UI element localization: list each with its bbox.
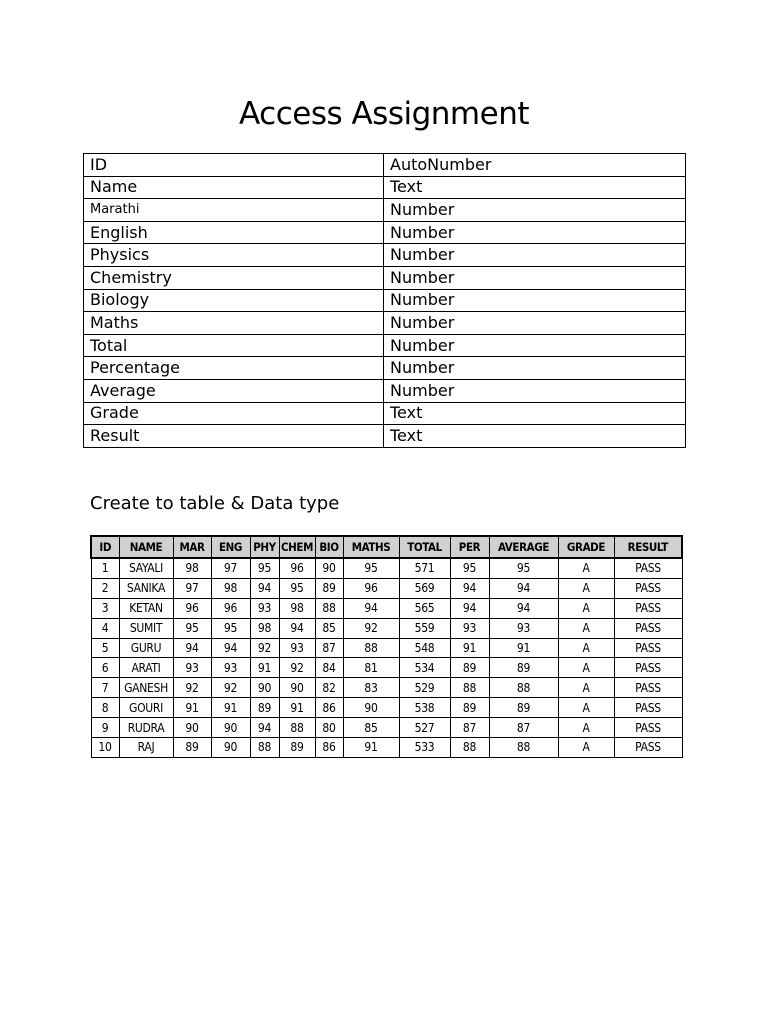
table-cell: SANIKA <box>119 578 173 598</box>
column-header: ID <box>91 536 119 558</box>
field-name: Total <box>84 334 384 357</box>
table-cell: 94 <box>173 638 211 658</box>
table-cell: 98 <box>250 618 279 638</box>
table-cell: RAJ <box>119 738 173 758</box>
table-cell: 95 <box>450 558 489 578</box>
table-row <box>84 402 686 425</box>
table-cell: 94 <box>250 718 279 738</box>
table-cell: 534 <box>399 658 450 678</box>
table-cell: 85 <box>343 718 399 738</box>
table-cell: SAYALI <box>119 558 173 578</box>
table-cell: 565 <box>399 598 450 618</box>
table-cell: 95 <box>173 618 211 638</box>
column-header: PHY <box>250 536 279 558</box>
table-cell: 83 <box>343 678 399 698</box>
table-row <box>91 558 682 578</box>
table-row <box>91 638 682 658</box>
table-cell: 548 <box>399 638 450 658</box>
table-cell: 9 <box>91 718 119 738</box>
table-row <box>84 221 686 244</box>
table-cell: 91 <box>489 638 558 658</box>
table-cell: 81 <box>343 658 399 678</box>
field-type: Number <box>384 266 686 289</box>
column-header: PER <box>450 536 489 558</box>
table-cell: GOURI <box>119 698 173 718</box>
table-cell: 95 <box>211 618 250 638</box>
table-cell: 86 <box>315 698 343 718</box>
table-cell: 96 <box>173 598 211 618</box>
table-cell: 88 <box>450 678 489 698</box>
table-row <box>84 334 686 357</box>
field-name: Marathi <box>84 199 384 222</box>
column-header: GRADE <box>558 536 614 558</box>
column-header: CHEM <box>279 536 315 558</box>
column-header: NAME <box>119 536 173 558</box>
table-cell: PASS <box>614 678 682 698</box>
table-cell: PASS <box>614 598 682 618</box>
table-cell: 94 <box>250 578 279 598</box>
table-cell: 89 <box>489 658 558 678</box>
table-cell: 95 <box>279 578 315 598</box>
table-cell: 86 <box>315 738 343 758</box>
table-cell: 527 <box>399 718 450 738</box>
table-cell: 94 <box>450 598 489 618</box>
table-cell: 88 <box>450 738 489 758</box>
table-cell: 97 <box>173 578 211 598</box>
table-cell: 90 <box>250 678 279 698</box>
table-cell: 89 <box>173 738 211 758</box>
table-row <box>84 379 686 402</box>
field-type: Text <box>384 176 686 199</box>
field-type: Number <box>384 379 686 402</box>
field-type-table <box>83 153 686 448</box>
table-cell: 89 <box>489 698 558 718</box>
table-row <box>84 357 686 380</box>
field-type: Number <box>384 221 686 244</box>
table-cell: 90 <box>315 558 343 578</box>
column-header: MATHS <box>343 536 399 558</box>
field-name: Average <box>84 379 384 402</box>
table-cell: 90 <box>343 698 399 718</box>
field-name: Percentage <box>84 357 384 380</box>
table-cell: 95 <box>250 558 279 578</box>
table-cell: 88 <box>343 638 399 658</box>
table-cell: 5 <box>91 638 119 658</box>
table-cell: 89 <box>279 738 315 758</box>
table-cell: 82 <box>315 678 343 698</box>
field-name: Maths <box>84 312 384 335</box>
table-cell: PASS <box>614 558 682 578</box>
table-cell: 529 <box>399 678 450 698</box>
table-cell: 98 <box>211 578 250 598</box>
table-cell: PASS <box>614 638 682 658</box>
table-cell: 84 <box>315 658 343 678</box>
table-cell: 87 <box>315 638 343 658</box>
field-type: Number <box>384 199 686 222</box>
table-cell: 89 <box>450 658 489 678</box>
table-cell: 92 <box>343 618 399 638</box>
table-cell: 93 <box>211 658 250 678</box>
table-cell: 6 <box>91 658 119 678</box>
table-cell: 91 <box>173 698 211 718</box>
table-cell: 88 <box>489 738 558 758</box>
field-type: Number <box>384 334 686 357</box>
table-row <box>91 738 682 758</box>
field-type: Number <box>384 312 686 335</box>
table-cell: 559 <box>399 618 450 638</box>
table-cell: 2 <box>91 578 119 598</box>
table-row <box>84 244 686 267</box>
table-row <box>91 578 682 598</box>
table-cell: A <box>558 738 614 758</box>
table-cell: 90 <box>211 738 250 758</box>
table-cell: PASS <box>614 618 682 638</box>
table-cell: GANESH <box>119 678 173 698</box>
column-header: ENG <box>211 536 250 558</box>
table-cell: PASS <box>614 698 682 718</box>
table-cell: 91 <box>279 698 315 718</box>
table-cell: 571 <box>399 558 450 578</box>
table-cell: 98 <box>173 558 211 578</box>
student-marks-table <box>90 535 683 758</box>
table-cell: 89 <box>315 578 343 598</box>
table-cell: 533 <box>399 738 450 758</box>
field-type: Text <box>384 402 686 425</box>
table-cell: 94 <box>343 598 399 618</box>
table-cell: 85 <box>315 618 343 638</box>
table-cell: 96 <box>343 578 399 598</box>
table-row <box>84 154 686 177</box>
table-cell: 96 <box>279 558 315 578</box>
table-cell: 8 <box>91 698 119 718</box>
field-type: Number <box>384 357 686 380</box>
table-row <box>84 176 686 199</box>
field-type: AutoNumber <box>384 154 686 177</box>
table-row <box>91 598 682 618</box>
table-cell: 3 <box>91 598 119 618</box>
section-heading: Create to table & Data type <box>90 493 340 514</box>
table-cell: RUDRA <box>119 718 173 738</box>
table-row <box>84 199 686 222</box>
table-cell: 90 <box>173 718 211 738</box>
table-cell: 88 <box>279 718 315 738</box>
table-cell: 4 <box>91 618 119 638</box>
table-cell: 92 <box>279 658 315 678</box>
table-cell: 569 <box>399 578 450 598</box>
table-cell: 92 <box>173 678 211 698</box>
table-cell: GURU <box>119 638 173 658</box>
column-header: TOTAL <box>399 536 450 558</box>
table-cell: 80 <box>315 718 343 738</box>
table-cell: 93 <box>489 618 558 638</box>
table-cell: 94 <box>489 598 558 618</box>
table-cell: 87 <box>450 718 489 738</box>
table-cell: 94 <box>279 618 315 638</box>
table-cell: 94 <box>489 578 558 598</box>
table-cell: 7 <box>91 678 119 698</box>
table-cell: 90 <box>279 678 315 698</box>
table-cell: PASS <box>614 718 682 738</box>
table-cell: 93 <box>450 618 489 638</box>
header-row <box>91 536 682 558</box>
table-cell: 91 <box>250 658 279 678</box>
table-cell: A <box>558 578 614 598</box>
field-name: Result <box>84 425 384 448</box>
table-cell: 88 <box>489 678 558 698</box>
field-name: ID <box>84 154 384 177</box>
table-cell: 98 <box>279 598 315 618</box>
table-cell: 89 <box>250 698 279 718</box>
field-name: Name <box>84 176 384 199</box>
column-header: MAR <box>173 536 211 558</box>
table-cell: KETAN <box>119 598 173 618</box>
field-type: Text <box>384 425 686 448</box>
table-cell: SUMIT <box>119 618 173 638</box>
table-row <box>91 618 682 638</box>
table-cell: 95 <box>489 558 558 578</box>
field-name: Physics <box>84 244 384 267</box>
table-cell: 97 <box>211 558 250 578</box>
table-cell: 93 <box>173 658 211 678</box>
column-header: RESULT <box>614 536 682 558</box>
table-cell: PASS <box>614 658 682 678</box>
page-title: Access Assignment <box>239 96 529 132</box>
table-cell: 91 <box>450 638 489 658</box>
table-cell: A <box>558 718 614 738</box>
column-header: BIO <box>315 536 343 558</box>
table-cell: 89 <box>450 698 489 718</box>
table-cell: A <box>558 698 614 718</box>
table-cell: 94 <box>450 578 489 598</box>
table-row <box>84 312 686 335</box>
table-cell: A <box>558 658 614 678</box>
table-cell: A <box>558 678 614 698</box>
field-name: Chemistry <box>84 266 384 289</box>
table-cell: 93 <box>250 598 279 618</box>
table-row <box>91 658 682 678</box>
table-cell: 538 <box>399 698 450 718</box>
table-cell: PASS <box>614 738 682 758</box>
table-cell: 88 <box>315 598 343 618</box>
table-row <box>91 678 682 698</box>
table-cell: A <box>558 618 614 638</box>
table-row <box>91 718 682 738</box>
table-cell: PASS <box>614 578 682 598</box>
table-cell: 92 <box>211 678 250 698</box>
field-name: English <box>84 221 384 244</box>
table-cell: 87 <box>489 718 558 738</box>
table-cell: 91 <box>211 698 250 718</box>
table-cell: 91 <box>343 738 399 758</box>
table-cell: 93 <box>279 638 315 658</box>
table-cell: ARATI <box>119 658 173 678</box>
table-cell: 88 <box>250 738 279 758</box>
table-cell: 1 <box>91 558 119 578</box>
field-name: Grade <box>84 402 384 425</box>
table-row <box>84 266 686 289</box>
table-row <box>91 698 682 718</box>
table-cell: A <box>558 598 614 618</box>
table-row <box>84 289 686 312</box>
table-cell: 90 <box>211 718 250 738</box>
field-type: Number <box>384 289 686 312</box>
table-row <box>84 425 686 448</box>
table-cell: 92 <box>250 638 279 658</box>
table-cell: 96 <box>211 598 250 618</box>
table-cell: 95 <box>343 558 399 578</box>
column-header: AVERAGE <box>489 536 558 558</box>
table-cell: A <box>558 558 614 578</box>
field-name: Biology <box>84 289 384 312</box>
table-cell: 94 <box>211 638 250 658</box>
table-cell: 10 <box>91 738 119 758</box>
field-type: Number <box>384 244 686 267</box>
table-cell: A <box>558 638 614 658</box>
